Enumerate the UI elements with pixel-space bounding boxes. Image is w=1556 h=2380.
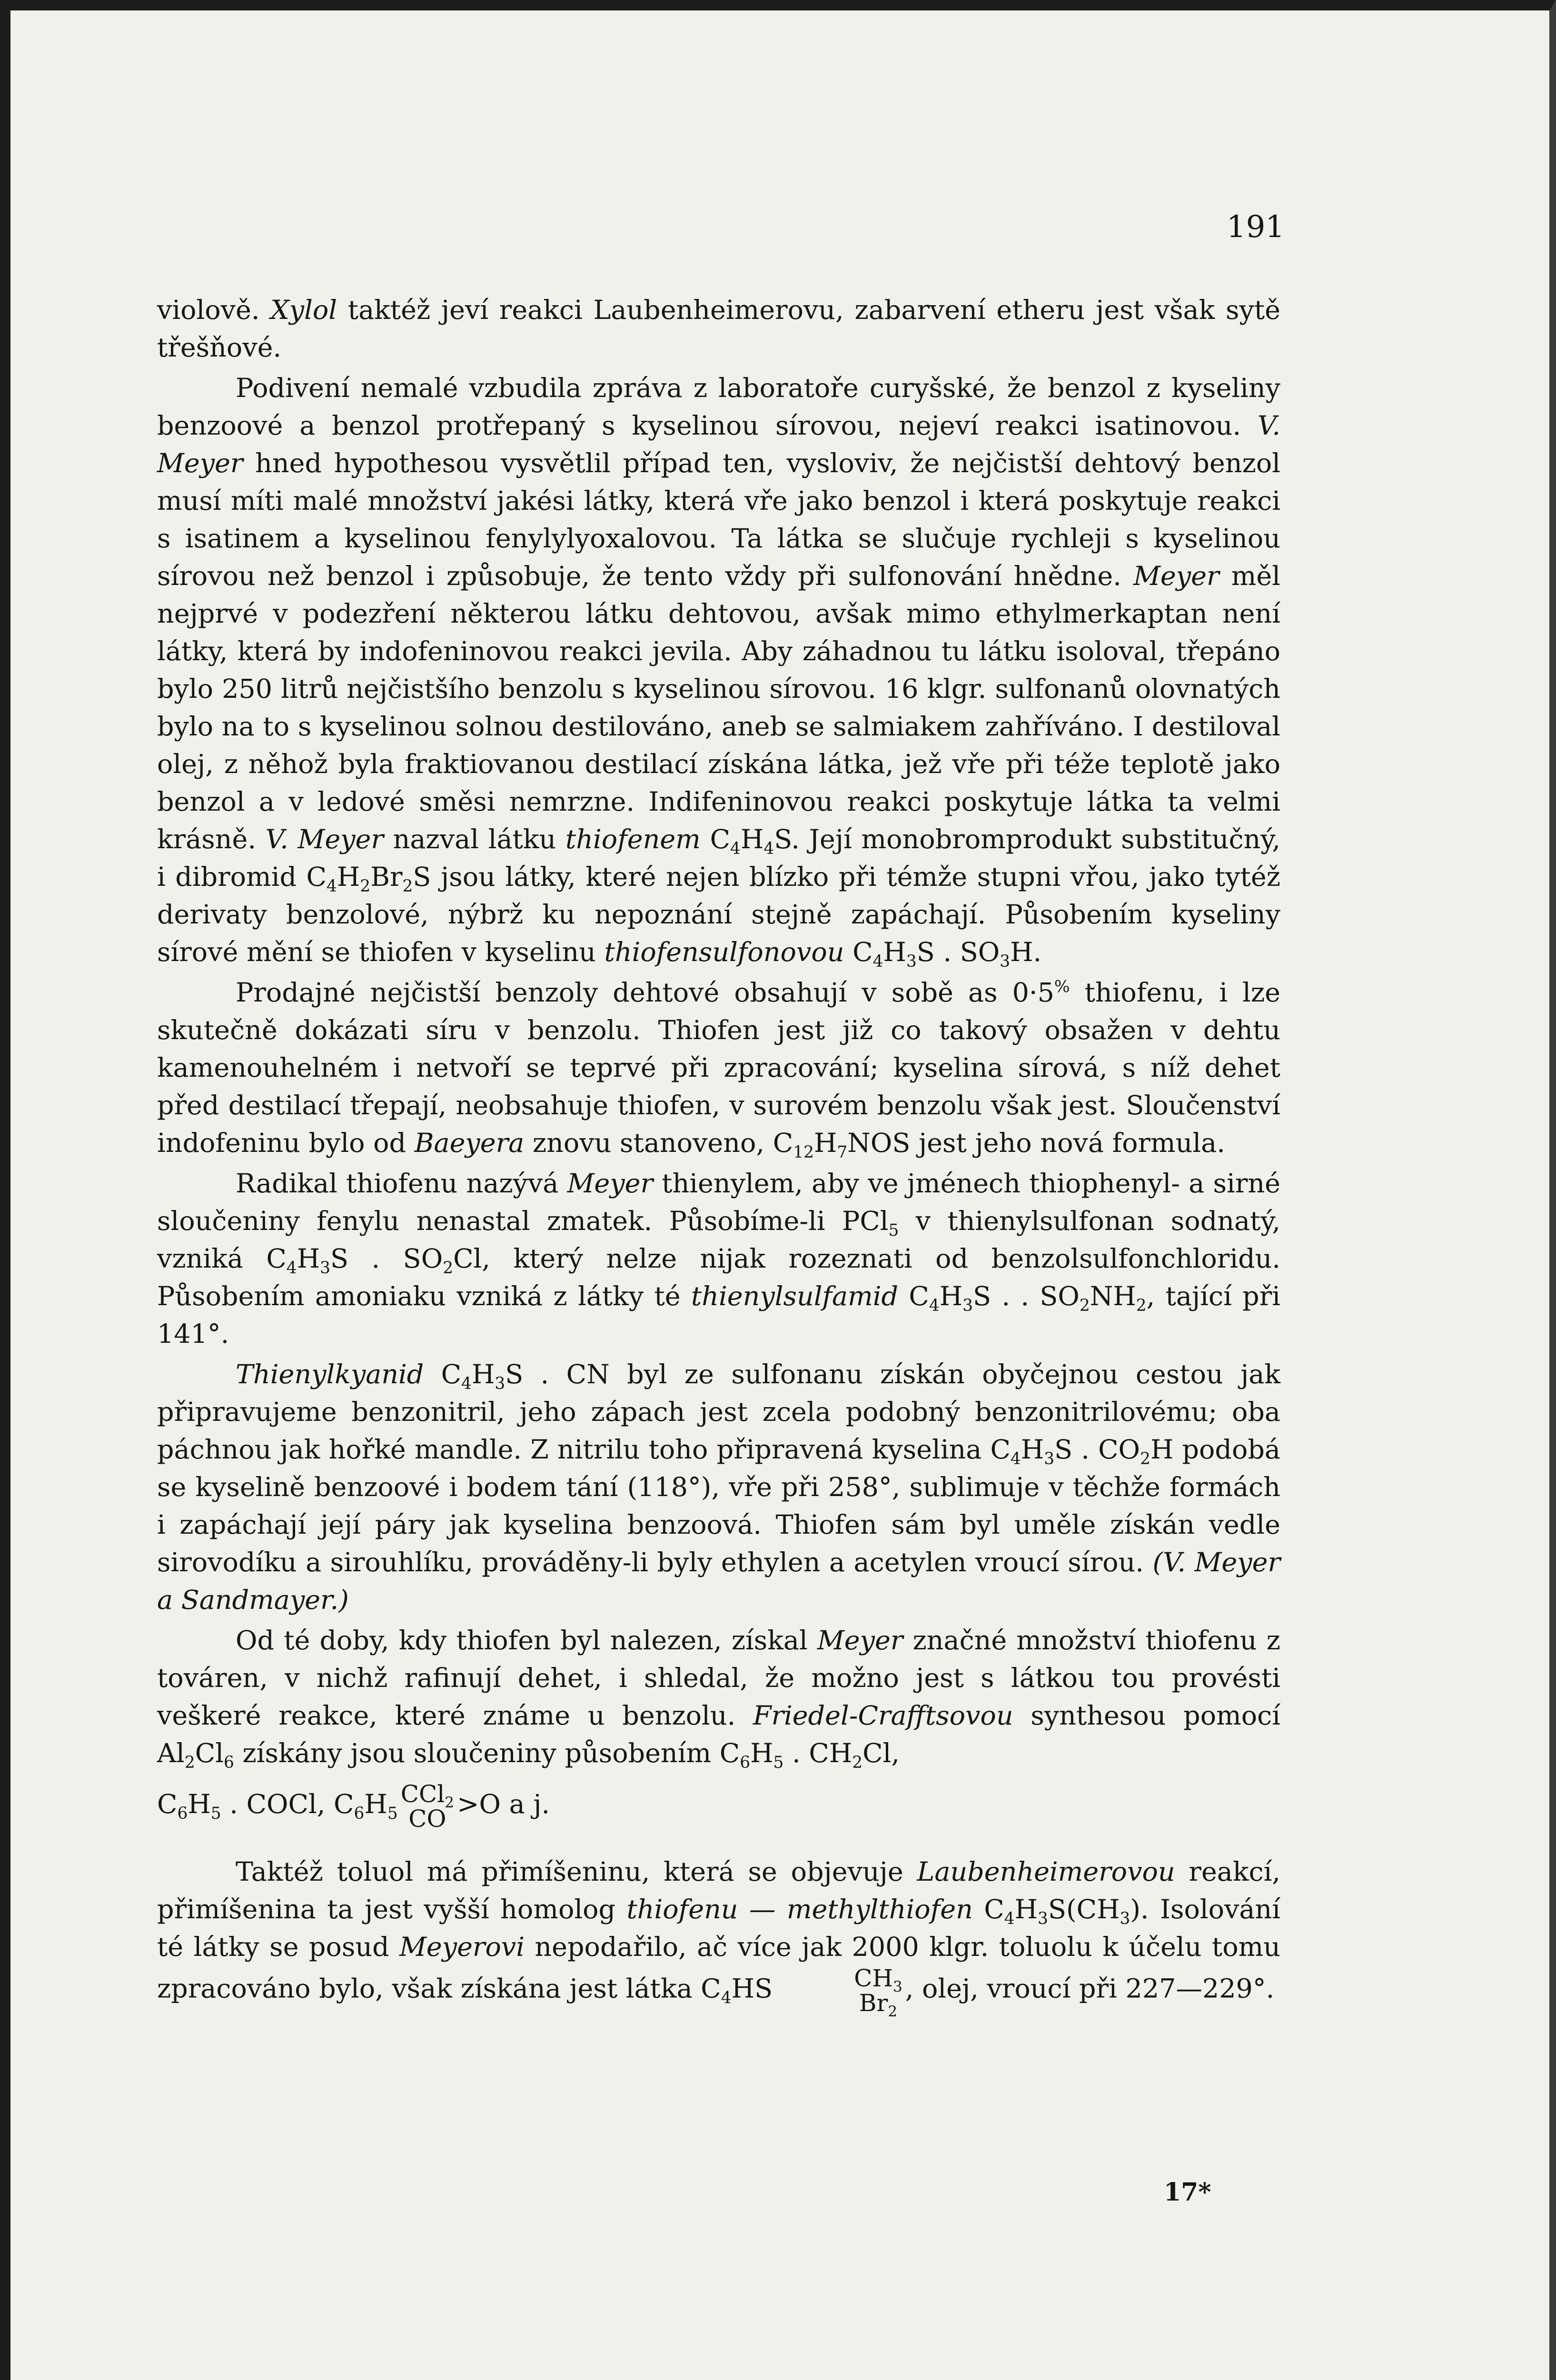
paragraph-4: Radikal thiofenu nazývá Meyer thienylem, aby ve jménech thiophenyl- a sirné sloučeniny fenylu nenastal zmatek. Působíme-li PCl$_5$ v thienylsulfonan sodnatý, vzniká $C_4H_3S$ . $SO_2Cl$, který nelze nijak rozeznati od benzolsulfonchloridu. Působením amoniaku vzniká z látky té thienylsulfamid $C_4H_3S$ . . $SO_2NH_2$, tající při 141°. bbox=[157, 1168, 1281, 1349]
paragraph-1: violově. Xylol taktéž jeví reakci Laubenheimerovu, zabarvení etheru jest však sytě třešňové. bbox=[157, 295, 1280, 363]
paragraph-6: Od té doby, kdy thiofen byl nalezen, získal Meyer značné množství thiofenu z továren, v nichž rafinují dehet, i shledal, že možno jest s látkou tou provésti veškeré reakce, které známe u benzolu. Friedel-Crafftsovou synthesou pomocí $Al_2Cl_6$ získány jsou sloučeniny působením $C_6H_5$ . $CH_2Cl$, bbox=[157, 1625, 1280, 1773]
paragraph-3: Prodajné nejčistší benzoly dehtové obsahují v sobě as 0·5% thiofenu, i lze skutečně dokázati síru v benzolu. Thiofen jest již co takový obsažen v dehtu kamenouhelném i netvoří se teprvé při zpracování; kyselina sírová, s níž dehet před destilací třepají, neobsahuje thiofen, v surovém benzolu však jest. Sloučenství indofeninu bylo od Baeyera znovu stanoveno, $C_{12}H_7NOS$ jest jeho nová formula. bbox=[157, 977, 1280, 1162]
printer-signature-mark: 17* bbox=[1164, 2178, 1211, 2207]
paragraph-5: Thienylkyanid $C_4H_3S$ . CN byl ze sulfonanu získán obyčejnou cestou jak připravujeme benzonitril, jeho zápach jest zcela podobný benzonitrilovému; oba páchnou jak hořké mandle. Z nitrilu toho připravená kyselina $C_4H_3S$ . $CO_2H$ podobá se kyselině benzoové i bodem tání (118°), vře při 258°, sublimuje v těchže formách i zapáchají její páry jak kyselina benzoová. Thiofen sám byl uměle získán vedle sirovodíku a sirouhlíku, prováděny-li byly ethylen a acetylen vroucí sírou. (V. Meyer a Sandmayer.) bbox=[157, 1359, 1280, 1616]
page-number: 191 bbox=[1226, 209, 1285, 245]
stacked-group-ch3-br2: $CH_3$ $Br_2$ bbox=[854, 1964, 902, 2020]
paragraph-6-formula-line: $C_6H_5$ . COCl, $C_6H_5$ CCl$_2$ CO >O a j. bbox=[157, 1780, 550, 1833]
stacked-group-ccl2-co: CCl$_2$ CO bbox=[400, 1780, 454, 1833]
paragraph-7: Taktéž toluol má přimíšeninu, která se objevuje Laubenheimerovou reakcí, přimíšenina ta jest vyšší homolog thiofenu — methylthiofen $C_4H_3S(CH_3)$. Isolování té látky se posud Meyerovi nepodařilo, ač více jak 2000 klgr. toluolu k účelu tomu zpracováno bylo, však získána jest látka $C_4HS$ $CH_3$ $Br_2$ , olej, vroucí při 227—229°. bbox=[157, 1856, 1281, 2020]
page-body bbox=[157, 291, 1281, 2020]
paragraph-2: Podivení nemalé vzbudila zpráva z laboratoře curyšské, že benzol z kyseliny benzoové a benzol protřepaný s kyselinou sírovou, nejeví reakci isatinovou. V. Meyer hned hypothesou vysvětlil případ ten, vysloviv, že nejčistší dehtový benzol musí míti malé množství jakési látky, která vře jako benzol i která poskytuje reakci s isatinem a kyselinou fenylylyoxalovou. Ta látka se slučuje rychleji s kyselinou sírovou než benzol i způsobuje, že tento vždy při sulfonování hnědne. Meyer měl nejprvé v podezření některou látku dehtovou, avšak mimo ethylmerkaptan není látky, která by indofeninovou reakci jevila. Aby záhadnou tu látku isoloval, třepáno bylo 250 litrů nejčistšího benzolu s kyselinou sírovou. 16 klgr. sulfonanů olovnatých bylo na to s kyselinou solnou destilováno, aneb se salmiakem zahříváno. I destiloval olej, z něhož byla fraktiovanou destilací získána látka, jež vře při téže teplotě jako benzol a v ledové směsi nemrzne. Indifeninovou reakci poskytuje látka ta velmi krásně. V. Meyer nazval látku thiofenem $C_4H_4S$. Její monobromprodukt substitučný, i dibromid $C_4H_2Br_2S$ jsou látky, které nejen blízko při témže stupni vřou, jako tytéž derivaty benzolové, nýbrž ku nepoznání stejně zapáchají. Působením kyseliny sírové mění se thiofen v kyselinu thiofensulfonovou $C_4H_3S$ . $SO_3H$. bbox=[157, 373, 1281, 972]
